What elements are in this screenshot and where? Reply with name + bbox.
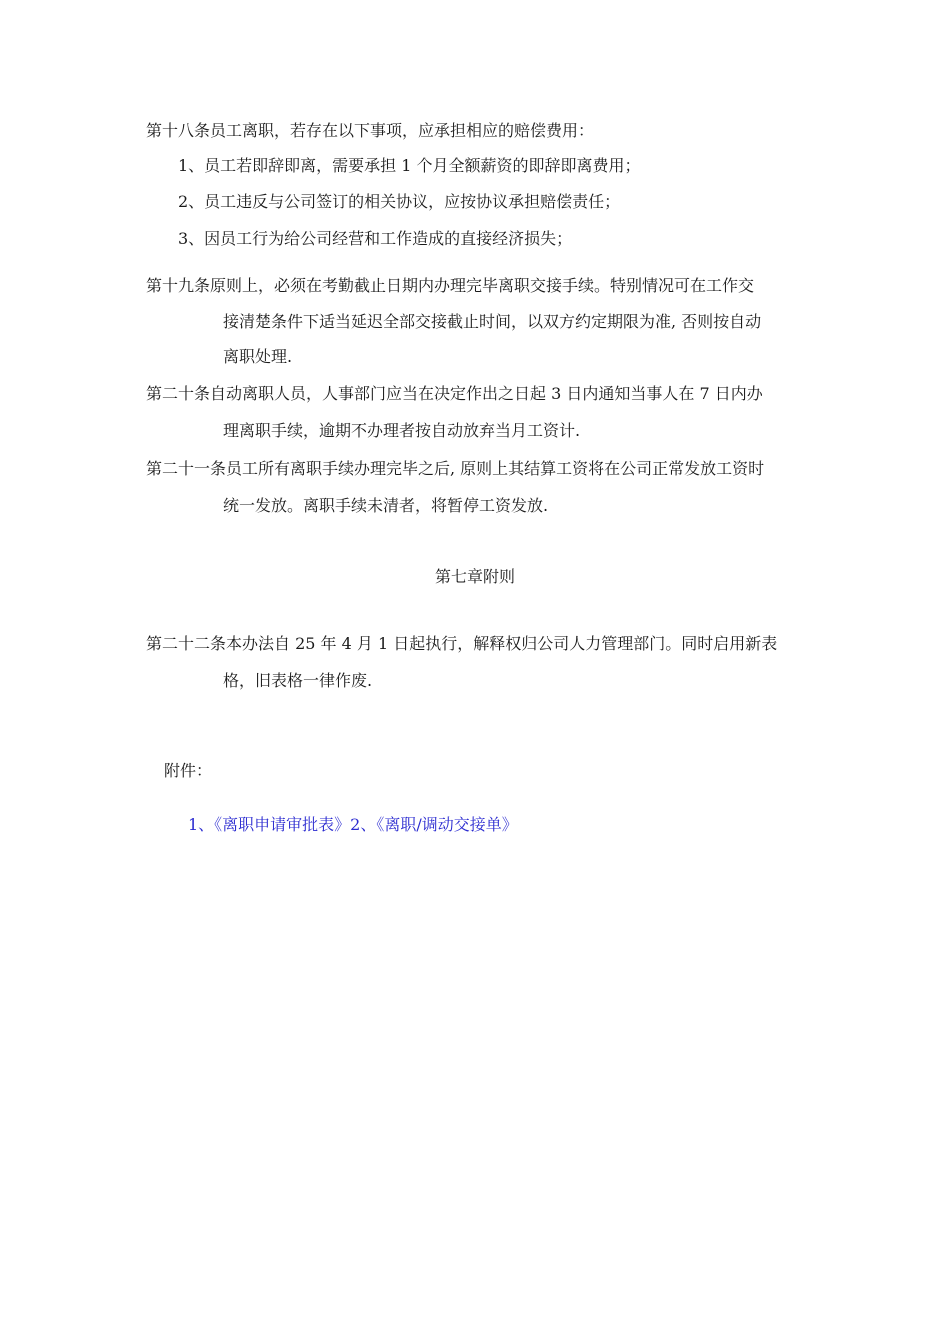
attachments-label: 附件： xyxy=(164,761,213,780)
article-18-item-2: 2、员工违反与公司签订的相关协议，应按协议承担赔偿责任； xyxy=(178,192,621,211)
article-19-line-3: 离职处理. xyxy=(223,347,293,366)
article-20-line-2: 理离职手续，逾期不办理者按自动放弃当月工资计. xyxy=(223,421,581,440)
attachment-links[interactable]: 1、《离职申请审批表》2、《离职/调动交接单》 xyxy=(188,815,518,834)
article-21-line-1: 第二十一条员工所有离职手续办理完毕之后, 原则上其结算工资将在公司正常发放工资时 xyxy=(146,459,765,478)
article-19-line-2: 接清楚条件下适当延迟全部交接截止时间，以双方约定期限为准, 否则按自动 xyxy=(223,312,762,331)
article-22-line-2: 格，旧表格一律作废. xyxy=(223,671,373,690)
article-19-line-1: 第十九条原则上，必须在考勤截止日期内办理完毕离职交接手续。特别情况可在工作交 xyxy=(146,276,755,295)
article-21-line-2: 统一发放。离职手续未清者，将暂停工资发放. xyxy=(223,496,549,515)
article-20-line-1: 第二十条自动离职人员，人事部门应当在决定作出之日起 3 日内通知当事人在 7 日内办 xyxy=(146,384,763,403)
article-18-item-3: 3、因员工行为给公司经营和工作造成的直接经济损失； xyxy=(178,229,573,248)
chapter-7-title: 第七章附则 xyxy=(434,567,515,586)
article-22-line-1: 第二十二条本办法自 25 年 4 月 1 日起执行，解释权归公司人力管理部门。同时启用新表 xyxy=(146,634,778,653)
article-18-title: 第十八条员工离职，若存在以下事项，应承担相应的赔偿费用： xyxy=(146,121,595,140)
article-18-item-1: 1、员工若即辞即离，需要承担 1 个月全额薪资的即辞即离费用； xyxy=(178,156,641,175)
